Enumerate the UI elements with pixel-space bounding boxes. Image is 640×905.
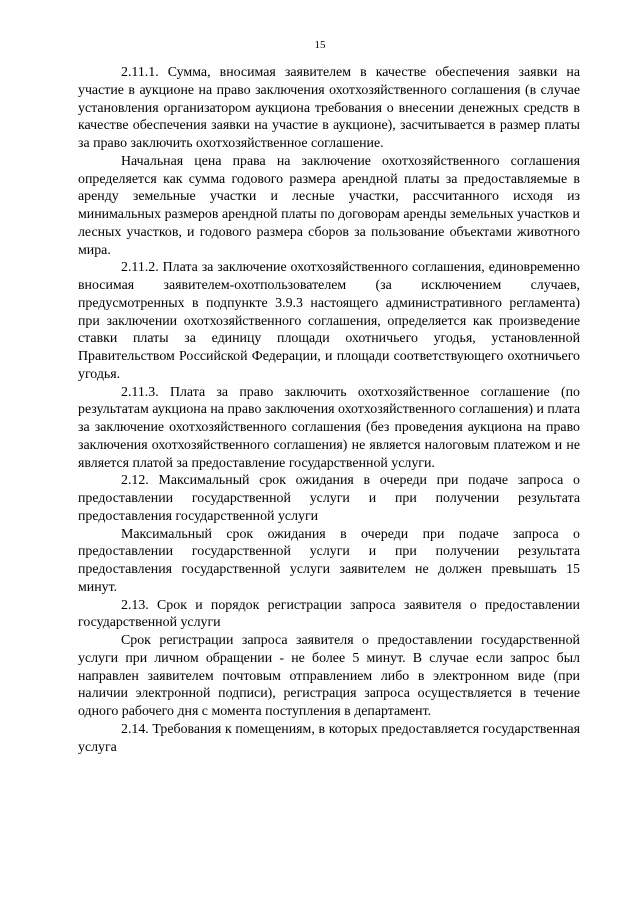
section-heading-2-13: 2.13. Срок и порядок регистрации запроса заявителя о предоставлении государственной услуги <box>78 597 580 631</box>
document-body <box>78 64 580 756</box>
paragraph-queue-wait: Максимальный срок ожидания в очереди при подаче запроса о предоставлении государственной услуги и при получении результата предоставления государственной услуги заявителем не должен превышать 15 минут. <box>78 526 580 595</box>
paragraph-2-11-1: 2.11.1. Сумма, вносимая заявителем в качестве обеспечения заявки на участие в аукционе на право заключения охотхозяйственного соглашения (в случае установления организатором аукциона требования о внесении денежных средств в качестве обеспечения заявки на участие в аукционе), засчитывается в размер платы за право заключить охотхозяйственное соглашение. <box>78 65 580 151</box>
paragraph-initial-price: Начальная цена права на заключение охотхозяйственного соглашения определяется как сумма годового размера арендной платы за предоставляемые в аренду земельные участки и лесные участки, рассчитанного исходя из минимальных размеров арендной платы по договорам аренды земельных участков и лесных участков, и годового размера сборов за пользование объектами животного мира. <box>78 153 580 258</box>
paragraph-registration: Срок регистрации запроса заявителя о предоставлении государственной услуги при личном обращении - не более 5 минут. В случае если запрос был направлен заявителем почтовым отправлением либо в электронном виде (при наличии электронной подписи), регистрация запроса осуществляется в течение одного рабочего дня с момента поступления в департамент. <box>78 633 580 719</box>
section-heading-2-12: 2.12. Максимальный срок ожидания в очереди при подаче запроса о предоставлении государственной услуги и при получении результата предоставления государственной услуги <box>78 473 580 524</box>
section-heading-2-14: 2.14. Требования к помещениям, в которых предоставляется государственная услуга <box>78 721 580 755</box>
paragraph-2-11-3: 2.11.3. Плата за право заключить охотхозяйственное соглашение (по результатам аукциона на право заключения охотхозяйственного соглашения) и плата за заключение охотхозяйственного соглашения (без проведения аукциона на право заключения охотхозяйственного соглашения) не является налоговым платежом и не является платой за предоставление государственной услуги. <box>78 384 580 471</box>
page-number: 15 <box>314 39 326 51</box>
paragraph-2-11-2: 2.11.2. Плата за заключение охотхозяйственного соглашения, единовременно вносимая заявителем-охотпользователем (за исключением случаев, предусмотренных в подпункте 3.9.3 настоящего административного регламента) при заключении охотхозяйственного соглашения, определяется как произведение ставки платы за единицу площади охотничьего угодья, установленной Правительством Российской Федерации, и площади соответствующего охотничьего угодья. <box>78 260 580 382</box>
